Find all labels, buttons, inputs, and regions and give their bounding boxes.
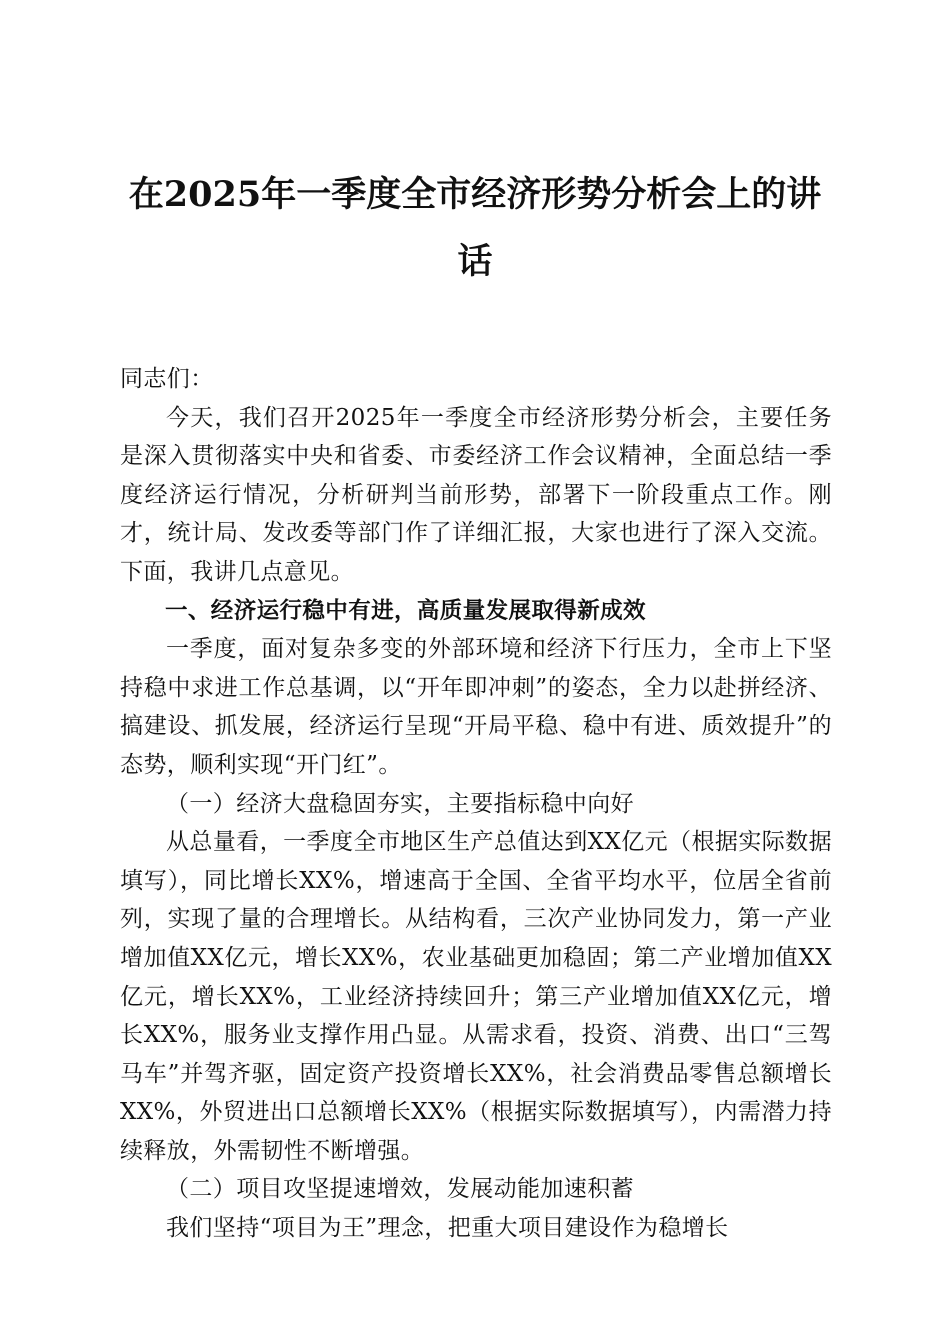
document-body — [120, 360, 832, 1248]
paragraph-intro: 今天，我们召开2025年一季度全市经济形势分析会，主要任务是深入贯彻落实中央和省委、市委经济工作会议精神，全面总结一季度经济运行情况，分析研判当前形势，部署下一阶段重点工作。刚才，统计局、发改委等部门作了详细汇报，大家也进行了深入交流。下面，我讲几点意见。 — [120, 404, 832, 585]
subsection-heading-1: （一）经济大盘稳固夯实，主要指标稳中向好 — [166, 790, 634, 817]
section-heading-1: 一、经济运行稳中有进，高质量发展取得新成效 — [165, 597, 646, 624]
paragraph-subsection-1: 从总量看，一季度全市地区生产总值达到XX亿元（根据实际数据填写），同比增长XX%，增速高于全国、全省平均水平，位居全省前列，实现了量的合理增长。从结构看，三次产业协同发力，第一产业增加值XX亿元，增长XX%，农业基础更加稳固；第二产业增加值XX亿元，增长XX%，工业经济持续回升；第三产业增加值XX亿元，增长XX%，服务业支撑作用凸显。从需求看，投资、消费、出口“三驾马车”并驾齐驱，固定资产投资增长XX%，社会消费品零售总额增长XX%，外贸进出口总额增长XX%（根据实际数据填写），内需潜力持续释放，外需韧性不断增强。 — [120, 829, 832, 1164]
document-title-line-2: 话 — [457, 241, 493, 282]
paragraph-section-1: 一季度，面对复杂多变的外部环境和经济下行压力，全市上下坚持稳中求进工作总基调，以“开年即冲刺”的姿态，全力以赴拼经济、搞建设、抓发展，经济运行呈现“开局平稳、稳中有进、质效提升”的态势，顺利实现“开门红”。 — [120, 636, 832, 778]
subsection-heading-2: （二）项目攻坚提速增效，发展动能加速积蓄 — [166, 1176, 634, 1203]
salutation: 同志们： — [120, 366, 214, 392]
document-title-line-1: 在2025年一季度全市经济形势分析会上的讲 — [128, 174, 822, 215]
paragraph-subsection-2: 我们坚持“项目为王”理念，把重大项目建设作为稳增长 — [166, 1215, 729, 1242]
